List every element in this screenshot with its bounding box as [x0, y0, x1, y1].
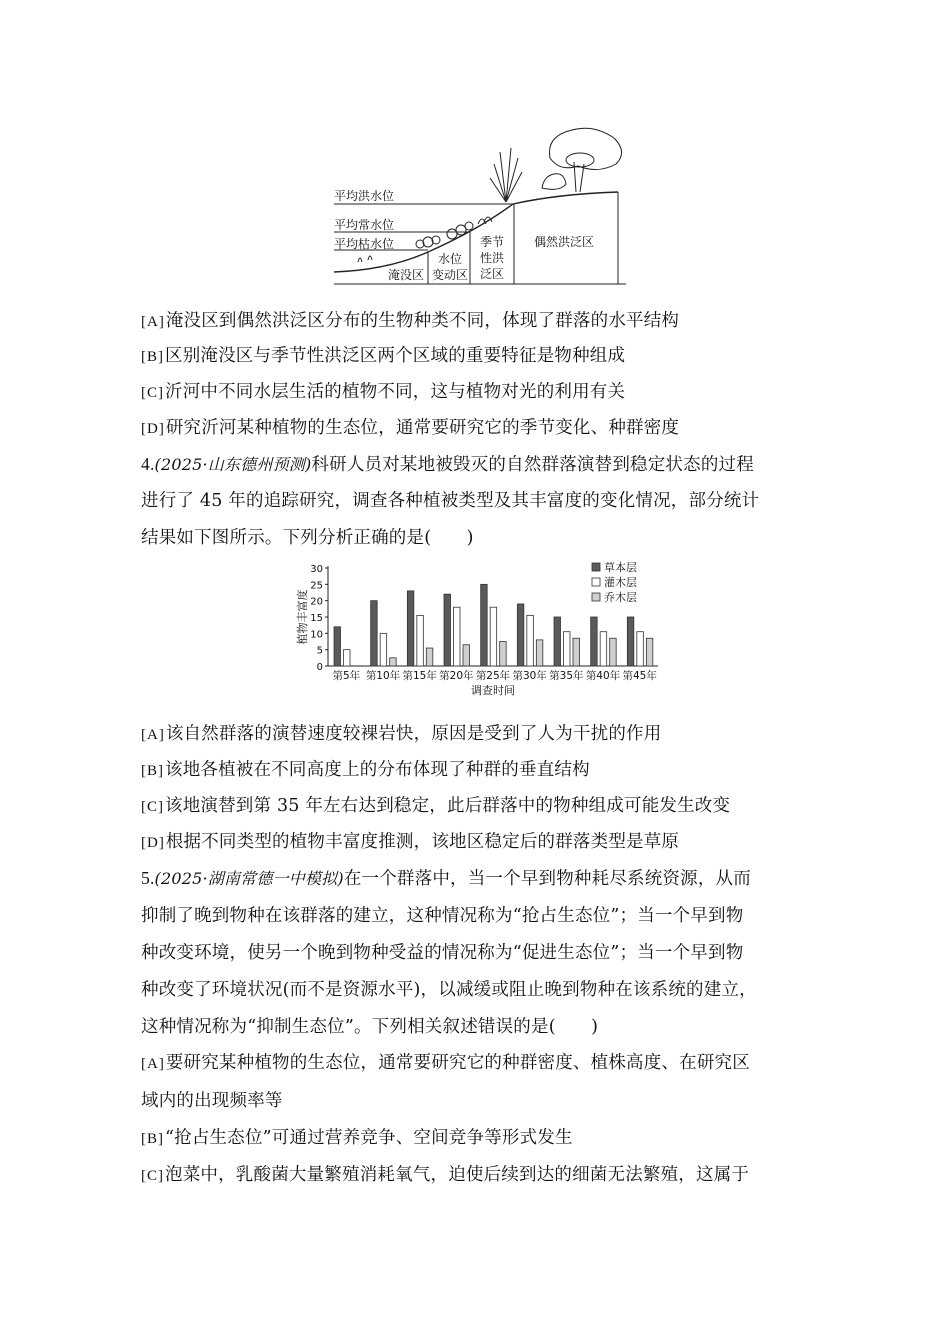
y-tick-label: 20 [310, 596, 323, 608]
x-tick-label: 第15年 [402, 670, 437, 682]
q5-stem-line-5: 这种情况称为“抑制生态位”。下列相关叙述错误的是( ) [141, 1017, 599, 1037]
option-tag: [D] [141, 835, 165, 851]
q5-stem-line-3: 种改变环境，使另一个晚到物种受益的情况称为“促进生态位”；当一个早到物 [141, 943, 744, 963]
bar-灌木层 [564, 632, 571, 666]
bar-草本层 [481, 584, 488, 666]
q3-option-b [141, 344, 625, 369]
option-tag: [A] [141, 727, 165, 743]
option-text: 沂河中不同水层生活的植物不同，这与植物对光的利用有关 [165, 382, 626, 402]
x-tick-label: 第5年 [332, 670, 361, 682]
y-tick-label: 25 [310, 580, 323, 592]
bar-草本层 [517, 604, 524, 666]
legend-label: 草本层 [604, 561, 637, 574]
option-text: 域内的出现频率等 [141, 1091, 283, 1111]
option-tag: [B] [141, 763, 164, 779]
bar-草本层 [627, 617, 634, 666]
label-avg-low-level: 平均枯水位 [334, 237, 395, 251]
option-tag: [B] [141, 349, 164, 365]
x-tick-label: 第20年 [439, 670, 474, 682]
option-text: 淹没区到偶然洪泛区分布的生物种类不同，体现了群落的水平结构 [165, 311, 680, 331]
q5-stem-line-2: 抑制了晚到物种在该群落的建立，这种情况称为“抢占生态位”；当一个早到物 [141, 906, 744, 926]
q4-option-d [141, 830, 679, 855]
option-text: 区别淹没区与季节性洪泛区两个区域的重要特征是物种组成 [165, 346, 626, 366]
bar-乔木层 [390, 658, 397, 666]
bar-乔木层 [500, 642, 507, 667]
question-number: 4. [141, 454, 155, 474]
floodplain-diagram [328, 122, 628, 290]
q5-stem-line-4: 种改变了环境状况(而不是资源水平)，以减缓或阻止晚到物种在该系统的建立， [141, 980, 757, 1000]
y-tick-label: 0 [316, 662, 323, 673]
bar-乔木层 [536, 640, 543, 666]
bar-草本层 [444, 594, 451, 666]
y-axis-label: 植物丰富度 [296, 589, 309, 645]
bar-灌木层 [600, 632, 607, 666]
q5-option-c [141, 1163, 749, 1188]
label-zone-seasonal-2: 性洪 [480, 251, 505, 265]
question-source: (2025·湖南常德一中模拟) [154, 869, 344, 888]
option-text: 研究沂河某种植物的生态位，通常要研究它的季节变化、种群密度 [165, 418, 680, 438]
bar-灌木层 [380, 633, 387, 666]
stem-text: 在一个群落中，当一个早到物种耗尽系统资源，从而 [343, 869, 751, 889]
bar-乔木层 [573, 638, 580, 666]
bar-草本层 [407, 591, 414, 666]
bar-灌木层 [454, 607, 461, 666]
x-tick-label: 第10年 [365, 670, 401, 682]
option-tag: [C] [141, 385, 164, 401]
label-avg-normal-level: 平均常水位 [334, 218, 395, 232]
q4-stem-line-3: 结果如下图所示。下列分析正确的是( ) [141, 528, 474, 548]
label-zone-submerged: 淹没区 [388, 268, 425, 282]
bar-灌木层 [417, 615, 424, 666]
label-zone-seasonal-1: 季节 [480, 235, 505, 249]
label-zone-seasonal-3: 泛区 [480, 267, 505, 281]
richness-bar-chart [292, 560, 664, 700]
bar-乔木层 [463, 645, 470, 666]
q4-option-b [141, 758, 590, 783]
option-text: 该地各植被在不同高度上的分布体现了种群的垂直结构 [165, 760, 590, 780]
question-source: (2025·山东德州预测) [154, 455, 312, 474]
x-tick-label: 第45年 [622, 670, 657, 682]
option-text: “抢占生态位”可通过营养竞争、空间竞争等形式发生 [165, 1128, 573, 1148]
bar-灌木层 [527, 615, 534, 666]
q3-option-c [141, 380, 625, 405]
option-tag: [D] [141, 421, 165, 437]
y-tick-label: 5 [316, 645, 323, 657]
x-tick-label: 第30年 [512, 670, 547, 682]
option-text: 该自然群落的演替速度较裸岩快，原因是受到了人为干扰的作用 [165, 724, 662, 744]
x-tick-label: 第25年 [475, 670, 511, 682]
label-zone-fluctuation-1: 水位 [438, 252, 463, 266]
bar-灌木层 [637, 632, 644, 666]
stem-text: 科研人员对某地被毁灭的自然群落演替到稳定状态的过程 [311, 455, 754, 475]
option-tag: [A] [141, 1056, 165, 1072]
q5-option-b [141, 1126, 573, 1151]
legend-label: 灌木层 [604, 576, 637, 589]
option-text: 该地演替到第 35 年左右达到稳定，此后群落中的物种组成可能发生改变 [165, 796, 731, 816]
q5-option-a-cont [141, 1089, 283, 1113]
bar-草本层 [371, 601, 378, 666]
option-tag: [C] [141, 1168, 164, 1184]
q4-stem-line-1 [141, 452, 754, 477]
q5-option-a [141, 1051, 750, 1076]
q3-option-d [141, 416, 679, 441]
bar-乔木层 [610, 638, 617, 666]
y-tick-label: 10 [310, 629, 323, 641]
legend-label: 乔木层 [604, 591, 637, 604]
bar-灌木层 [344, 650, 351, 666]
q5-stem-line-1 [141, 866, 751, 891]
y-tick-label: 15 [310, 613, 323, 624]
option-tag: [C] [141, 799, 164, 815]
option-text: 要研究某种植物的生态位，通常要研究它的种群密度、植株高度、在研究区 [165, 1053, 750, 1073]
q4-stem-line-2: 进行了 45 年的追踪研究，调查各种植被类型及其丰富度的变化情况，部分统计 [141, 491, 760, 511]
bar-乔木层 [646, 638, 653, 666]
legend-swatch [592, 593, 600, 601]
bar-草本层 [554, 617, 561, 666]
q4-option-a [141, 722, 661, 747]
bar-草本层 [334, 627, 341, 666]
x-axis-label: 调查时间 [471, 684, 515, 697]
question-number: 5. [141, 868, 155, 888]
label-zone-fluctuation-2: 变动区 [432, 268, 469, 282]
option-text: 根据不同类型的植物丰富度推测，该地区稳定后的群落类型是草原 [165, 832, 680, 852]
option-tag: [B] [141, 1131, 164, 1147]
bar-草本层 [591, 617, 598, 666]
option-tag: [A] [141, 314, 165, 330]
label-zone-occasional: 偶然洪泛区 [534, 235, 595, 249]
bar-灌木层 [490, 607, 497, 666]
legend-swatch [592, 578, 600, 586]
x-tick-label: 第35年 [549, 670, 584, 682]
q4-option-c [141, 794, 730, 819]
label-avg-flood-level: 平均洪水位 [334, 189, 395, 203]
y-tick-label: 30 [310, 564, 323, 575]
option-text: 泡菜中，乳酸菌大量繁殖消耗氧气，迫使后续到达的细菌无法繁殖，这属于 [165, 1165, 750, 1185]
q3-option-a [141, 309, 679, 334]
bar-乔木层 [426, 648, 433, 666]
x-tick-label: 第40年 [585, 670, 621, 682]
legend-swatch [592, 563, 600, 571]
